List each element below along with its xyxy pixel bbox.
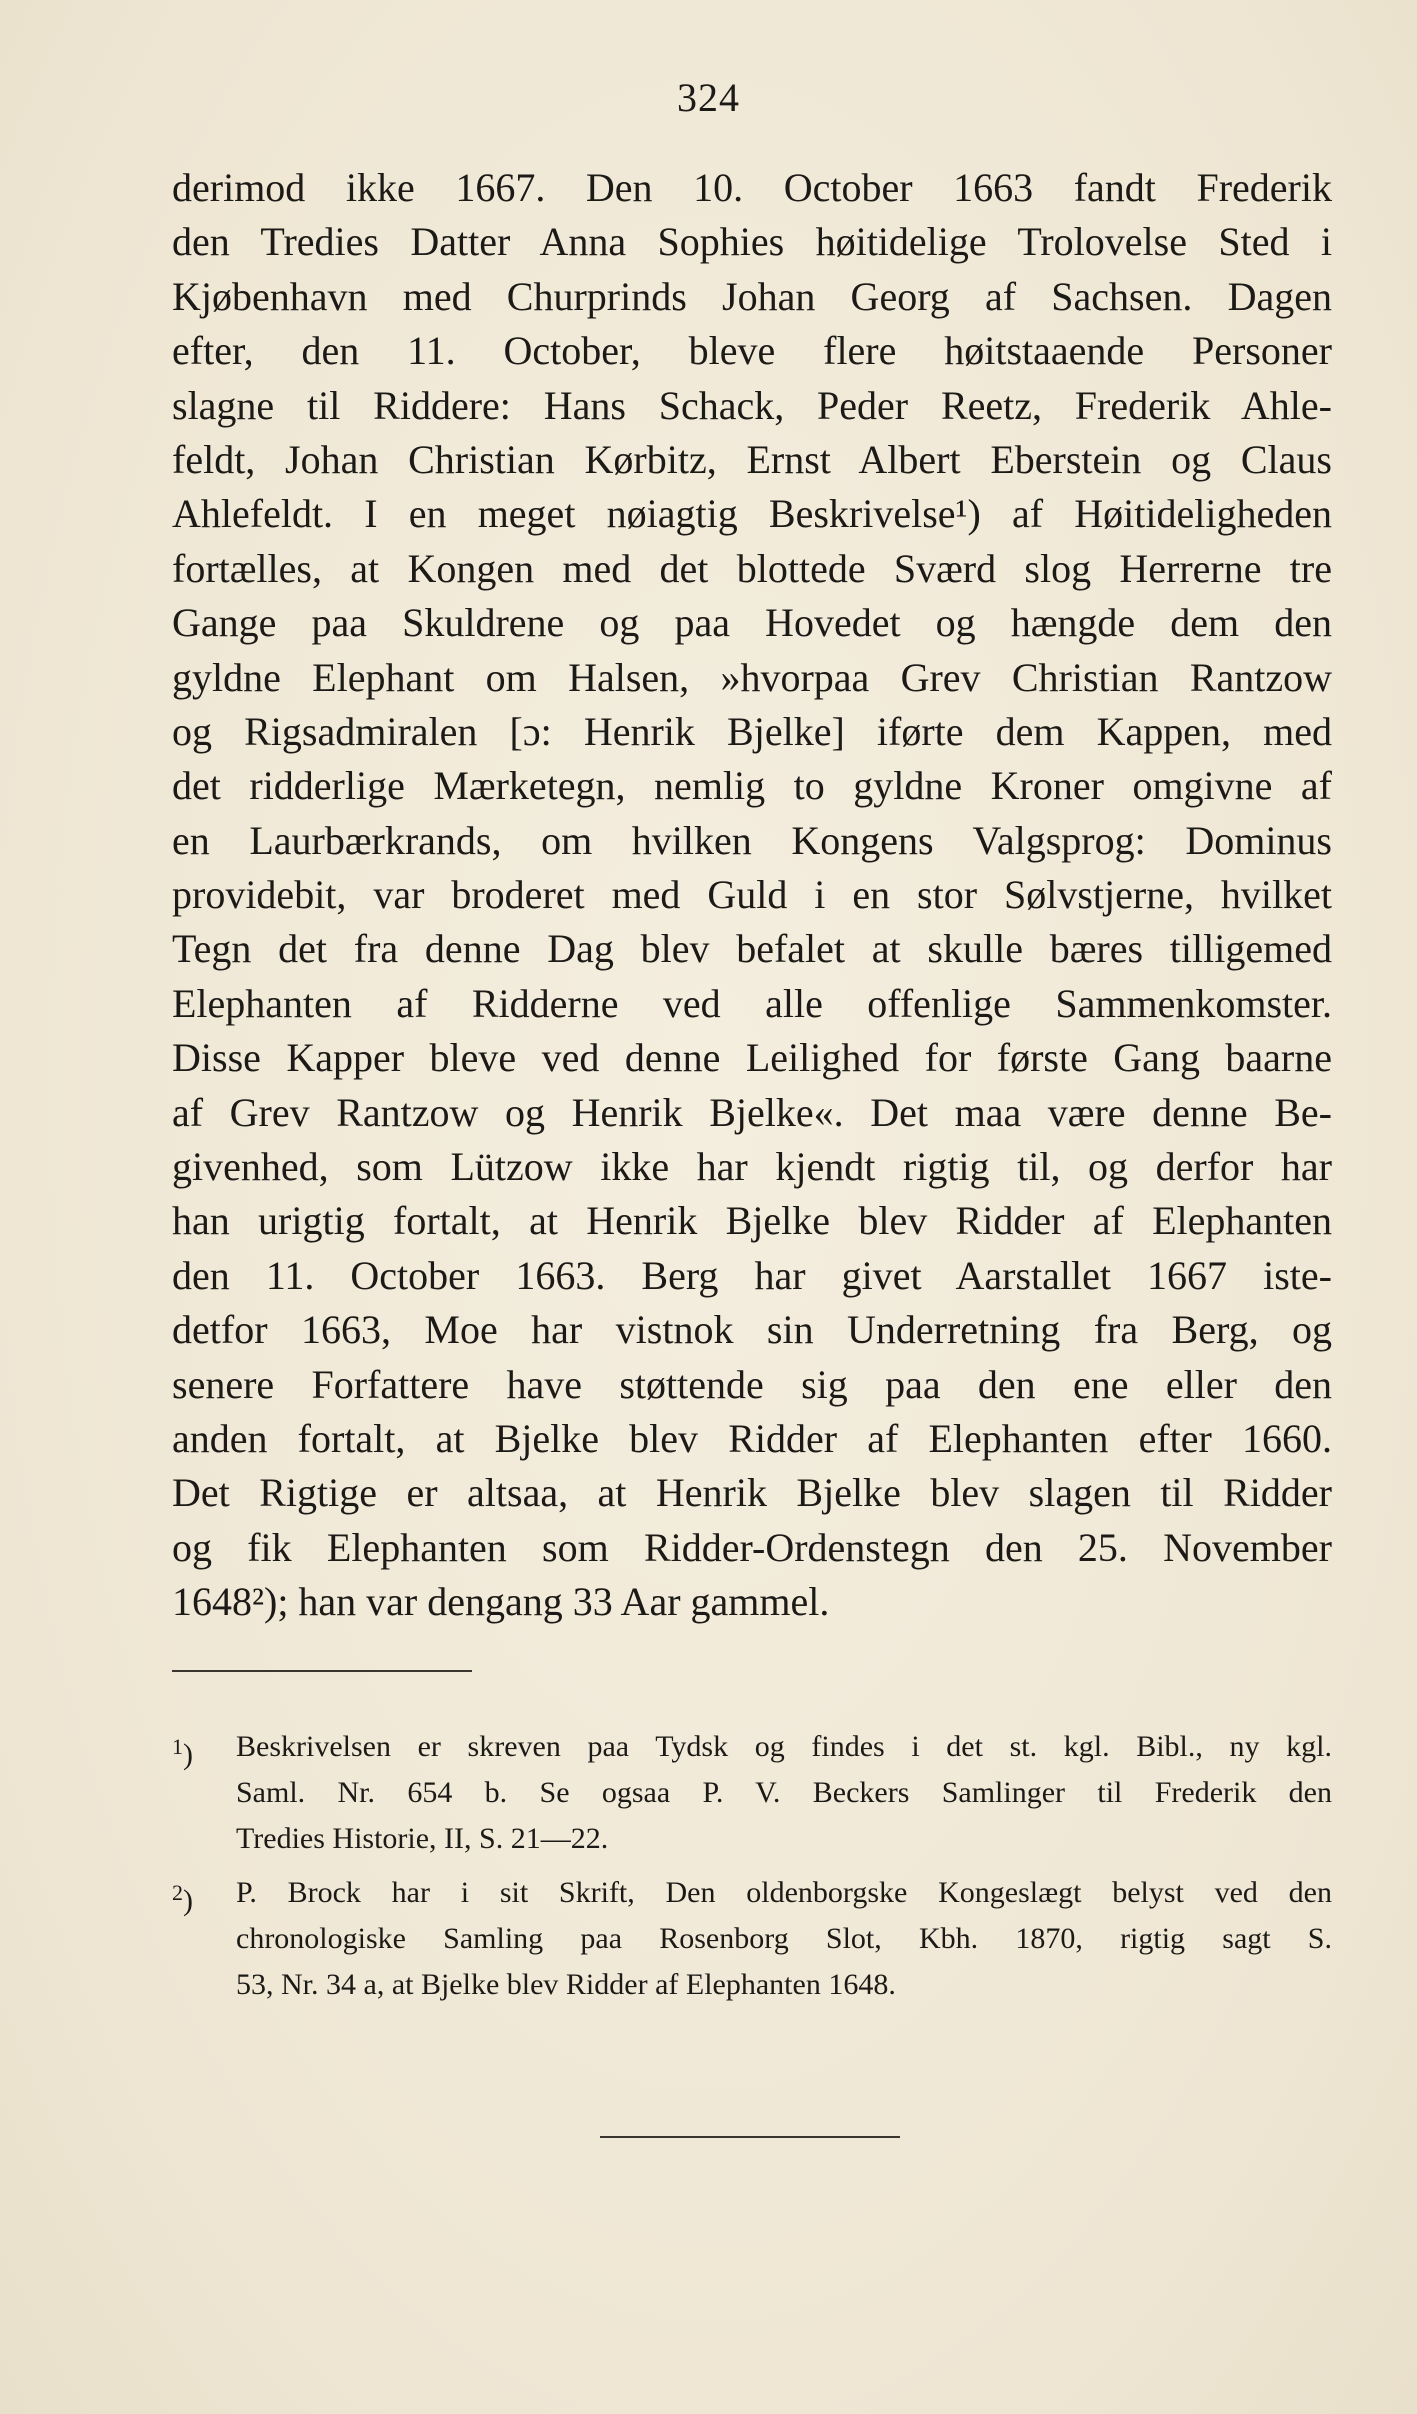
text-line: han urigtig fortalt, at Henrik Bjelke blev Ridder af Elephanten: [172, 1198, 1332, 1244]
footnotes: [172, 1724, 1332, 2016]
text-line: senere Forfattere have støttende sig paa den ene eller den: [172, 1361, 1332, 1407]
text-line: Kjøbenhavn med Churprinds Johan Georg af Sachsen. Dagen: [172, 273, 1332, 319]
body-text: [172, 161, 1332, 1630]
footnote-marker: $^1$): [172, 1734, 193, 1771]
text-line: den 11. October 1663. Berg har givet Aarstallet 1667 iste-: [172, 1252, 1332, 1298]
text-line: det ridderlige Mærketegn, nemlig to gyldne Kroner omgivne af: [172, 763, 1332, 809]
text-line: af Grev Rantzow og Henrik Bjelke«. Det maa være denne Be-: [172, 1089, 1332, 1135]
footnote-line: 53, Nr. 34 a, at Bjelke blev Ridder af Elephanten 1648.: [236, 1968, 896, 2001]
page-number: 324: [677, 75, 740, 120]
text-line: den Tredies Datter Anna Sophies høitidelige Trolovelse Sted i: [172, 219, 1332, 265]
text-line: feldt, Johan Christian Kørbitz, Ernst Albert Eberstein og Claus: [172, 436, 1332, 482]
text-line: Elephanten af Ridderne ved alle offenlige Sammenkomster.: [172, 980, 1332, 1026]
text-line: en Laurbærkrands, om hvilken Kongens Valgsprog: Dominus: [172, 817, 1332, 863]
footnote-line: Saml. Nr. 654 b. Se ogsaa P. V. Beckers Samlinger til Frederik den: [236, 1776, 1332, 1809]
text-line: Det Rigtige er altsaa, at Henrik Bjelke blev slagen til Ridder: [172, 1470, 1332, 1516]
footnote-line: chronologiske Samling paa Rosenborg Slot, Kbh. 1870, rigtig sagt S.: [236, 1922, 1332, 1955]
footnote-2: [172, 1870, 1332, 2008]
text-line: og Rigsadmiralen [ɔ: Henrik Bjelke] iførte dem Kappen, med: [172, 708, 1332, 754]
text-line: Gange paa Skuldrene og paa Hovedet og hængde dem den: [172, 600, 1332, 646]
text-line: detfor 1663, Moe har vistnok sin Underretning fra Berg, og: [172, 1307, 1332, 1353]
text-line: Disse Kapper bleve ved denne Leilighed for første Gang baarne: [172, 1035, 1332, 1081]
text-line: Tegn det fra denne Dag blev befalet at skulle bæres tilligemed: [172, 926, 1332, 972]
text-line: og fik Elephanten som Ridder-Ordenstegn den 25. November: [172, 1524, 1332, 1570]
text-line: derimod ikke 1667. Den 10. October 1663 fandt Frederik: [172, 165, 1332, 210]
footnote-line: Beskrivelsen er skreven paa Tydsk og findes i det st. kgl. Bibl., ny kgl.: [236, 1730, 1332, 1763]
text-line: slagne til Riddere: Hans Schack, Peder Reetz, Frederik Ahle-: [172, 382, 1332, 428]
text-line: Ahlefeldt. I en meget nøiagtig Beskrivelse¹) af Høitideligheden: [172, 491, 1332, 537]
footnote-marker: $^2$): [172, 1880, 193, 1917]
text-line: efter, den 11. October, bleve flere høitstaaende Personer: [172, 328, 1332, 374]
text-line: givenhed, som Lützow ikke har kjendt rigtig til, og derfor har: [172, 1144, 1332, 1190]
footnote-1: [172, 1724, 1332, 1862]
text-line: 1648²); han var dengang 33 Aar gammel.: [172, 1579, 830, 1625]
text-line: fortælles, at Kongen med det blottede Sværd slog Herrerne tre: [172, 545, 1332, 591]
text-line: anden fortalt, at Bjelke blev Ridder af Elephanten efter 1660.: [172, 1415, 1332, 1461]
footnote-line: Tredies Historie, II, S. 21—22.: [236, 1822, 609, 1855]
text-line: gyldne Elephant om Halsen, »hvorpaa Grev Christian Rantzow: [172, 654, 1332, 700]
footnote-separator: [172, 1670, 472, 1672]
text-line: providebit, var broderet med Guld i en stor Sølvstjerne, hvilket: [172, 872, 1332, 918]
footnote-line: P. Brock har i sit Skrift, Den oldenborgske Kongeslægt belyst ved den: [236, 1876, 1332, 1909]
end-rule: [600, 2136, 900, 2138]
